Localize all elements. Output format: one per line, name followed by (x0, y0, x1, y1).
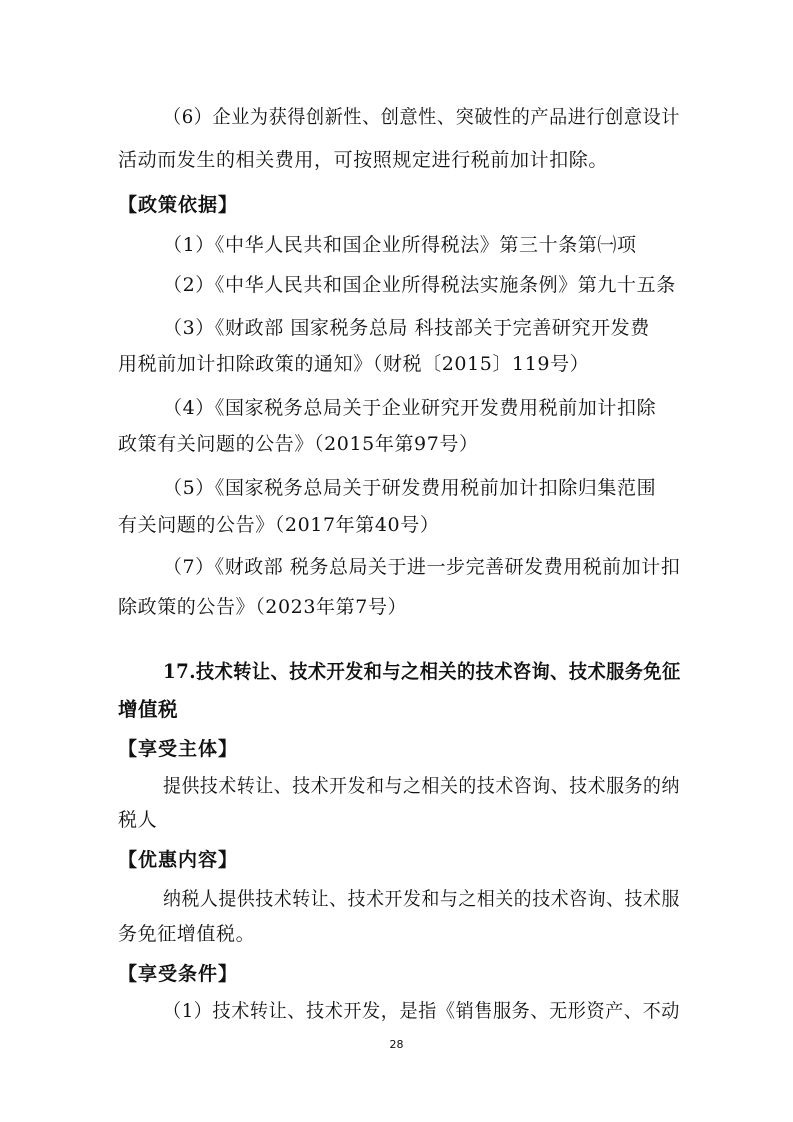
benefit-line-1: 纳税人提供技术转让、技术开发和与之相关的技术咨询、技术服 (163, 888, 680, 910)
para-6-line-2: 活动而发生的相关费用，可按照规定进行税前加计扣除。 (118, 149, 609, 171)
para-6-line-1: （6）企业为获得创新性、创意性、突破性的产品进行创意设计 (163, 106, 680, 128)
policy-basis-item-7-line-1: （7）《财政部 税务总局关于进一步完善研发费用税前加计扣 (163, 556, 681, 578)
conditions-heading: 【享受条件】 (118, 963, 239, 985)
policy-basis-item-4-line-1: （4）《国家税务总局关于企业研究开发费用税前加计扣除 (163, 397, 657, 419)
beneficiary-line-2: 税人 (118, 809, 158, 831)
policy-basis-item-3-line-1: （3）《财政部 国家税务总局 科技部关于完善研究开发费 (163, 317, 650, 339)
page-number: 28 (389, 1038, 404, 1051)
policy-basis-item-3-line-2: 用税前加计扣除政策的通知》（财税〔2015〕119号） (118, 353, 590, 375)
conditions-line-1: （1）技术转让、技术开发，是指《销售服务、无形资产、不动 (163, 1000, 680, 1022)
policy-basis-heading: 【政策依据】 (118, 194, 239, 216)
policy-basis-item-5-line-1: （5）《国家税务总局关于研发费用税前加计扣除归集范围 (163, 477, 657, 499)
benefit-heading: 【优惠内容】 (118, 849, 239, 871)
policy-basis-item-2: （2）《中华人民共和国企业所得税法实施条例》第九十五条 (163, 274, 676, 296)
beneficiary-heading: 【享受主体】 (118, 738, 239, 760)
section-17-title-line-1: 17.技术转让、技术开发和与之相关的技术咨询、技术服务免征 (163, 660, 681, 683)
policy-basis-item-1: （1）《中华人民共和国企业所得税法》第三十条第㈠项 (163, 234, 637, 256)
policy-basis-item-5-line-2: 有关问题的公告》（2017年第40号） (118, 514, 440, 536)
benefit-line-2: 务免征增值税。 (118, 923, 256, 945)
policy-basis-item-7-line-2: 除政策的公告》（2023年第7号） (118, 596, 408, 618)
beneficiary-line-1: 提供技术转让、技术开发和与之相关的技术咨询、技术服务的纳 (163, 775, 680, 797)
section-17-title-line-2: 增值税 (118, 698, 179, 721)
policy-basis-item-4-line-2: 政策有关问题的公告》（2015年第97号） (118, 433, 479, 455)
